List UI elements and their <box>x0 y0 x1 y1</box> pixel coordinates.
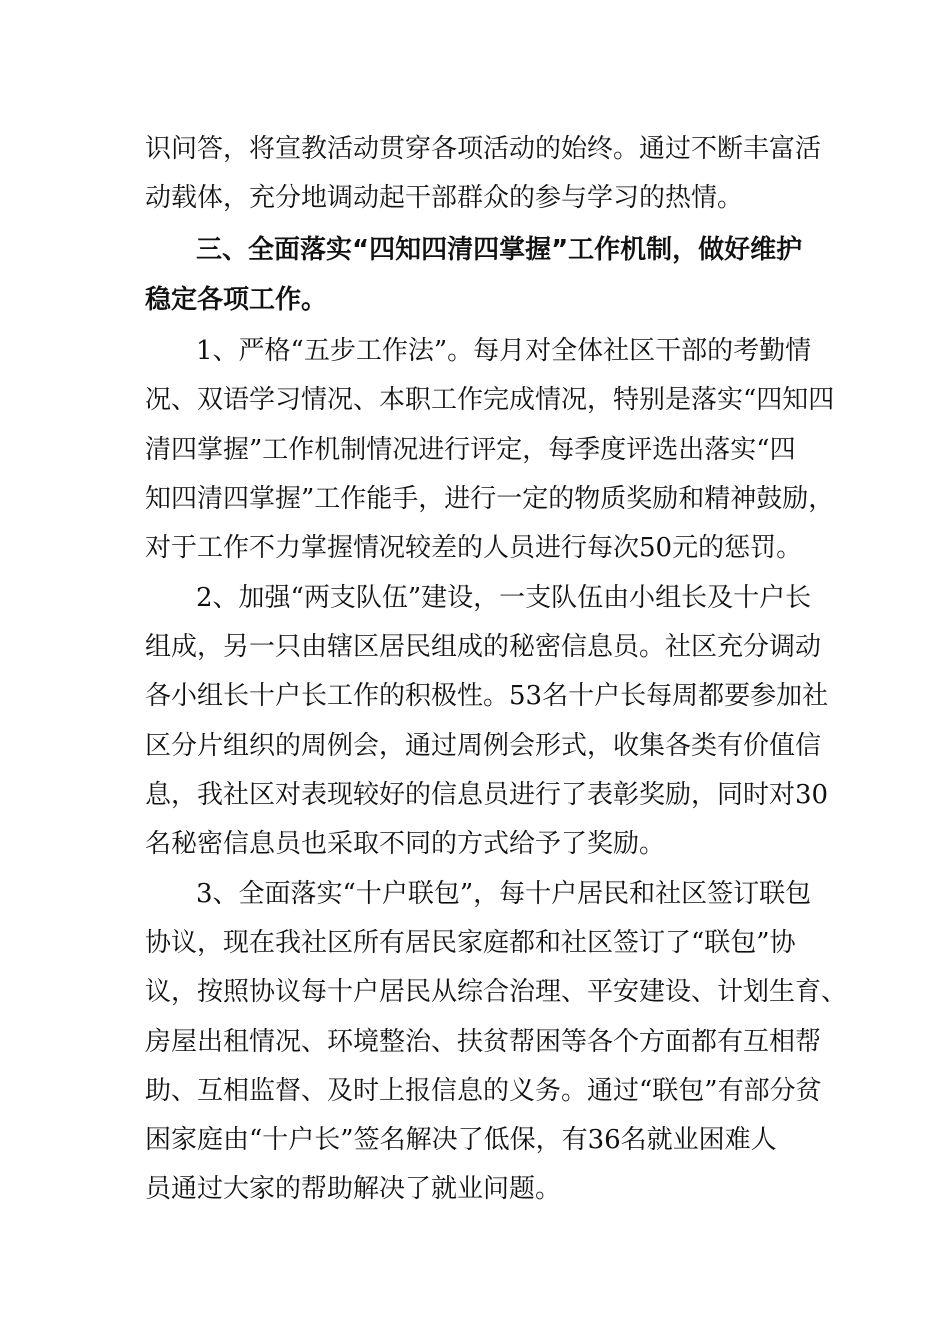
text-line: 组成，另一只由辖区居民组成的秘密信息员。社区充分调动 <box>145 632 822 662</box>
paragraph-3-start: 3、全面落实“十户联包”，每十户居民和社区签订联包 <box>196 879 812 909</box>
text-line: 协议，现在我社区所有居民家庭都和社区签订了“联包”协 <box>145 928 796 958</box>
text-line: 对于工作不力掌握情况较差的人员进行每次50元的惩罚。 <box>145 533 803 563</box>
text-line: 各小组长十户长工作的积极性。53名十户长每周都要参加社 <box>145 681 829 711</box>
text-line: 知四清四掌握”工作能手，进行一定的物质奖励和精神鼓励， <box>145 484 835 514</box>
section-heading-continued: 稳定各项工作。 <box>145 285 328 315</box>
text-line: 况、双语学习情况、本职工作完成情况，特别是落实“四知四 <box>145 385 835 415</box>
paragraph-2-start: 2、加强“两支队伍”建设，一支队伍由小组长及十户长 <box>196 583 812 613</box>
text-line: 房屋出租情况、环境整治、扶贫帮困等各个方面都有互相帮 <box>145 1027 822 1057</box>
text-line: 名秘密信息员也采取不同的方式给予了奖励。 <box>145 829 666 859</box>
text-line: 议，按照协议每十户居民从综合治理、平安建设、计划生育、 <box>145 977 848 1007</box>
text-line: 员通过大家的帮助解决了就业问题。 <box>145 1174 562 1204</box>
section-heading: 三、全面落实“四知四清四掌握”工作机制，做好维护 <box>196 235 803 265</box>
text-line: 助、互相监督、及时上报信息的义务。通过“联包”有部分贫 <box>145 1076 822 1106</box>
text-line: 清四掌握”工作机制情况进行评定，每季度评选出落实“四 <box>145 435 796 465</box>
text-line: 区分片组织的周例会，通过周例会形式，收集各类有价值信 <box>145 731 822 761</box>
paragraph-1-start: 1、严格“五步工作法”。每月对全体社区干部的考勤情 <box>196 336 812 366</box>
text-line: 息，我社区对表现较好的信息员进行了表彰奖励，同时对30 <box>145 780 829 810</box>
text-line: 识问答，将宣教活动贯穿各项活动的始终。通过不断丰富活 <box>145 134 822 164</box>
text-line: 动载体，充分地调动起干部群众的参与学习的热情。 <box>145 183 744 213</box>
text-line: 困家庭由“十户长”签名解决了低保，有36名就业困难人 <box>145 1125 777 1155</box>
